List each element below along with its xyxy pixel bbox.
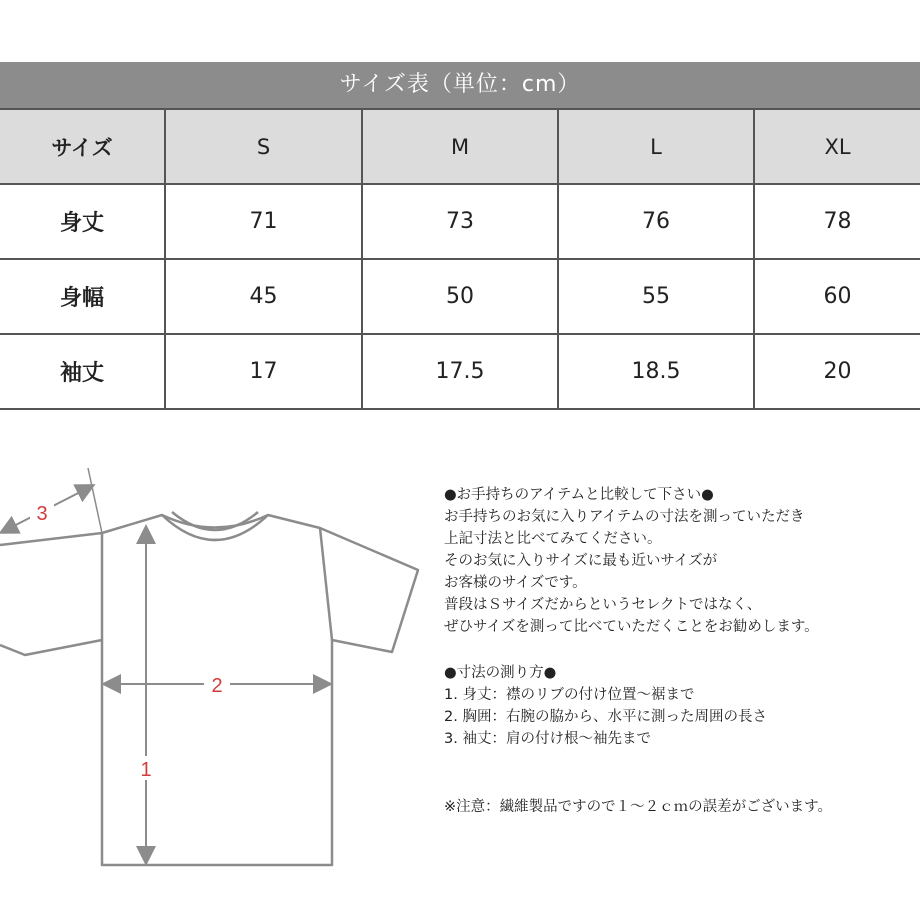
compare-line: ぜひサイズを測って比べていただくことをお勧めします。 [444,619,819,635]
measure-line: 3. 袖丈：肩の付け根～袖先まで [444,731,651,747]
measure-line: 2. 胸囲：右腕の脇から、水平に測った周囲の長さ [444,709,767,725]
header-cell-s: S [165,109,362,184]
table-cell: 17 [165,334,362,409]
marker-3-label: 3 [36,503,48,525]
row-label: 身丈 [0,184,165,259]
table-cell: 76 [558,184,754,259]
table-cell: 17.5 [362,334,558,409]
table-cell: 55 [558,259,754,334]
marker-2-label: 2 [211,675,223,697]
measure-line: 1. 身丈：襟のリブの付け位置～裾まで [444,687,695,703]
sleeve-seam-right [320,528,332,640]
header-cell-label: サイズ [0,109,165,184]
header-cell-xl: XL [754,109,920,184]
compare-line: お手持ちのお気に入りアイテムの寸法を測っていただき [444,509,805,525]
notes-panel [444,484,920,818]
table-cell: 18.5 [558,334,754,409]
table-row-body-length [0,184,920,259]
marker-1-label: 1 [140,759,152,781]
size-header-row [0,109,920,184]
sleeve-measure-guide [88,468,102,533]
table-cell: 50 [362,259,558,334]
header-cell-l: L [558,109,754,184]
table-cell: 45 [165,259,362,334]
table-cell: 73 [362,184,558,259]
tshirt-outline-left-sleeve [0,533,102,640]
compare-line: お客様のサイズです。 [444,575,587,591]
compare-line: そのお気に入りサイズに最も近いサイズが [444,553,718,569]
table-cell: 20 [754,334,920,409]
tshirt-measurement-diagram [0,440,440,880]
table-row-body-width [0,259,920,334]
size-table [0,108,920,410]
header-cell-m: M [362,109,558,184]
measure-title: ●寸法の測り方● [444,665,557,681]
table-cell: 71 [165,184,362,259]
size-table-title: サイズ表（単位：cm） [0,62,920,108]
compare-title: ●お手持ちのアイテムと比較して下さい● [444,487,714,503]
table-cell: 78 [754,184,920,259]
table-cell: 60 [754,259,920,334]
table-row-sleeve-length [0,334,920,409]
compare-line: 上記寸法と比べてみてください。 [444,531,662,547]
row-label: 袖丈 [0,334,165,409]
compare-line: 普段はＳサイズだからというセレクトではなく、 [444,597,762,613]
caution-note: ※注意：繊維製品ですので１～２ｃｍの誤差がございます。 [444,799,832,815]
row-label: 身幅 [0,259,165,334]
